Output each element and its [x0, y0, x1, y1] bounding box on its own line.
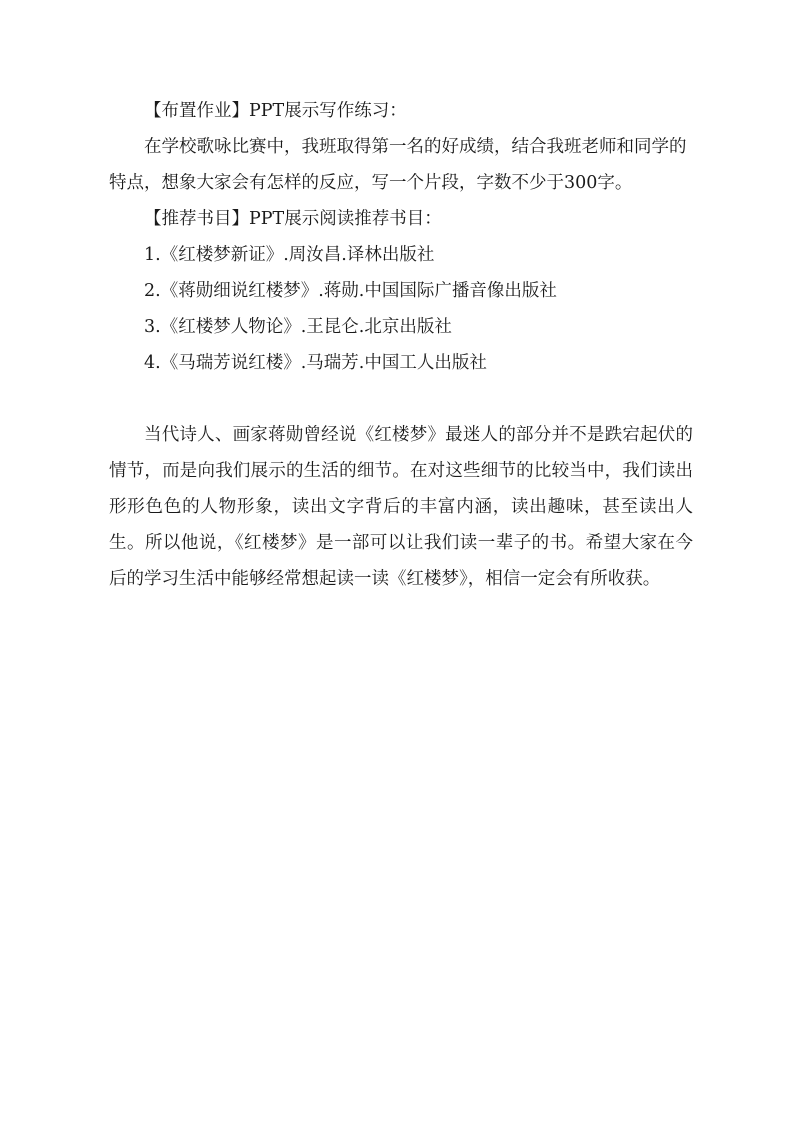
recommended-heading: 【推荐书目】PPT展示阅读推荐书目： [144, 209, 442, 229]
homework-heading: 【布置作业】PPT展示写作练习： [144, 101, 407, 121]
closing-paragraph: 当代诗人、画家蒋勋曾经说《红楼梦》最迷人的部分并不是跌宕起伏的情节，而是向我们展示的生活的细节。在对这些细节的比较当中，我们读出形形色色的人物形象，读出文字背后的丰富内涵，读出趣味，甚至读出人生。所以他说，《红楼梦》是一部可以让我们读一辈子的书。希望大家在今后的学习生活中能够经常想起读一读《红楼梦》，相信一定会有所收获。 [109, 425, 693, 589]
document-content [109, 93, 693, 597]
book-item-4: 4.《马瑞芳说红楼》.马瑞芳.中国工人出版社 [144, 353, 487, 373]
book-item-3: 3.《红楼梦人物论》.王昆仑.北京出版社 [144, 317, 452, 337]
book-item-1: 1.《红楼梦新证》.周汝昌.译林出版社 [144, 245, 435, 265]
book-item-2: 2.《蒋勋细说红楼梦》.蒋勋.中国国际广播音像出版社 [144, 281, 557, 301]
paragraph-spacer [109, 381, 693, 417]
homework-body: 在学校歌咏比赛中，我班取得第一名的好成绩，结合我班老师和同学的特点，想象大家会有怎样的反应，写一个片段，字数不少于300字。 [109, 137, 687, 193]
book-list [109, 237, 693, 381]
